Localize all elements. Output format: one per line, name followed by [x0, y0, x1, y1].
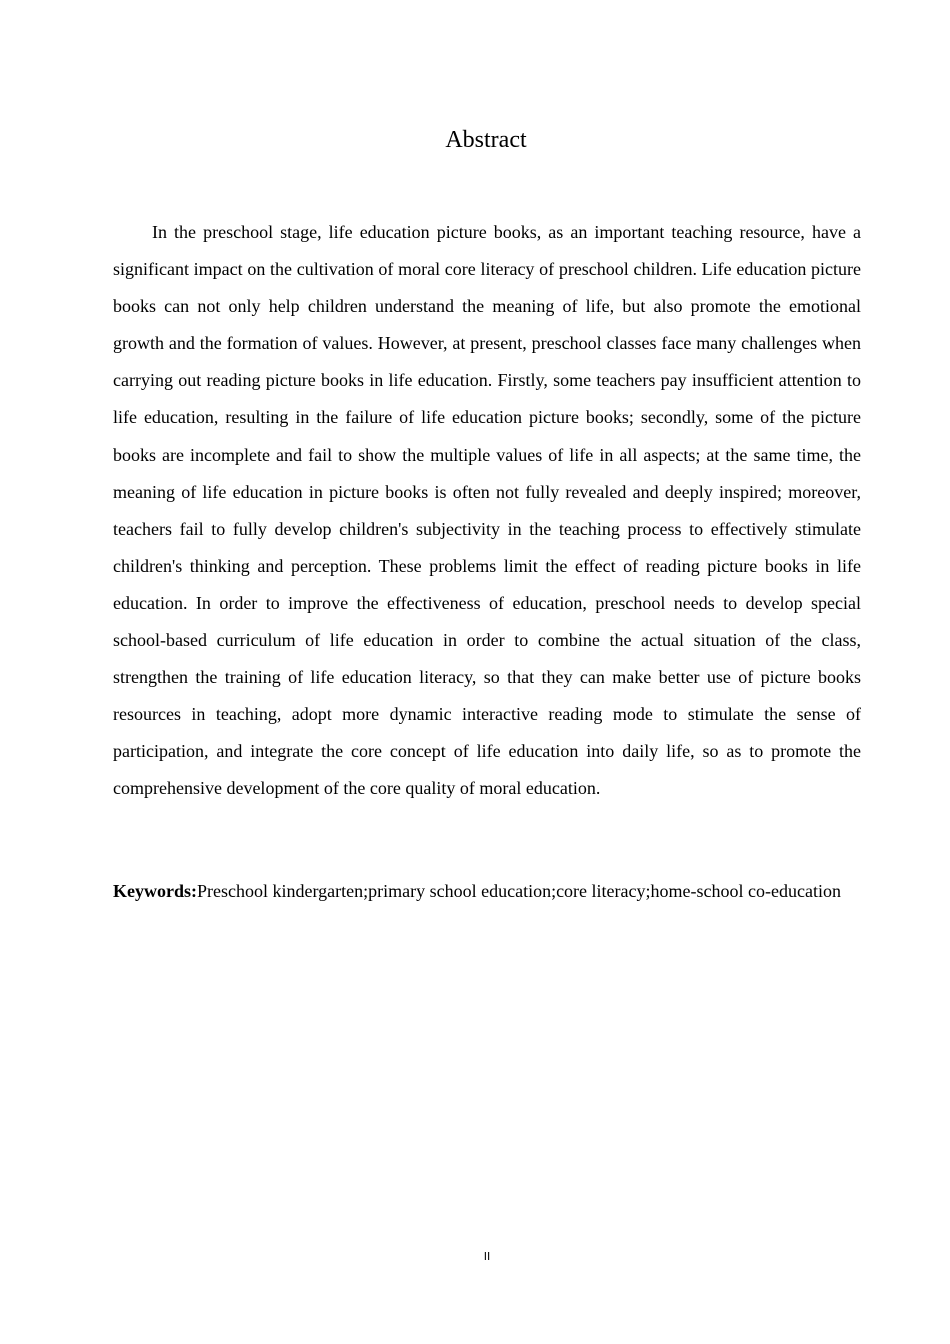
keywords-section	[113, 880, 859, 903]
page-number: II	[483, 1250, 491, 1263]
keywords-text: Preschool kindergarten;primary school education;core literacy;home-school co-education	[197, 881, 841, 901]
abstract-title: Abstract	[445, 127, 527, 153]
keywords-label: Keywords:	[113, 881, 197, 901]
abstract-body: In the preschool stage, life education picture books, as an important teaching resource, have a significant impact on the cultivation of moral core literacy of preschool children. Life education picture books can not only help children understand the meaning of life, but also promote the emotional growth and the formation of values. However, at present, preschool classes face many challenges when carrying out reading picture books in life education. Firstly, some teachers pay insufficient attention to life education, resulting in the failure of life education picture books; secondly, some of the picture books are incomplete and fail to show the multiple values of life in all aspects; at the same time, the meaning of life education in picture books is often not fully revealed and deeply inspired; moreover, teachers fail to fully develop children's subjectivity in the teaching process to effectively stimulate children's thinking and perception. These problems limit the effect of reading picture books in life education. In order to improve the effectiveness of education, preschool needs to develop special school-based curriculum of life education in order to combine the actual situation of the class, strengthen the training of life education literacy, so that they can make better use of picture books resources in teaching, adopt more dynamic interactive reading mode to stimulate the sense of participation, and integrate the core concept of life education into daily life, so as to promote the comprehensive development of the core quality of moral education.	[113, 222, 861, 799]
